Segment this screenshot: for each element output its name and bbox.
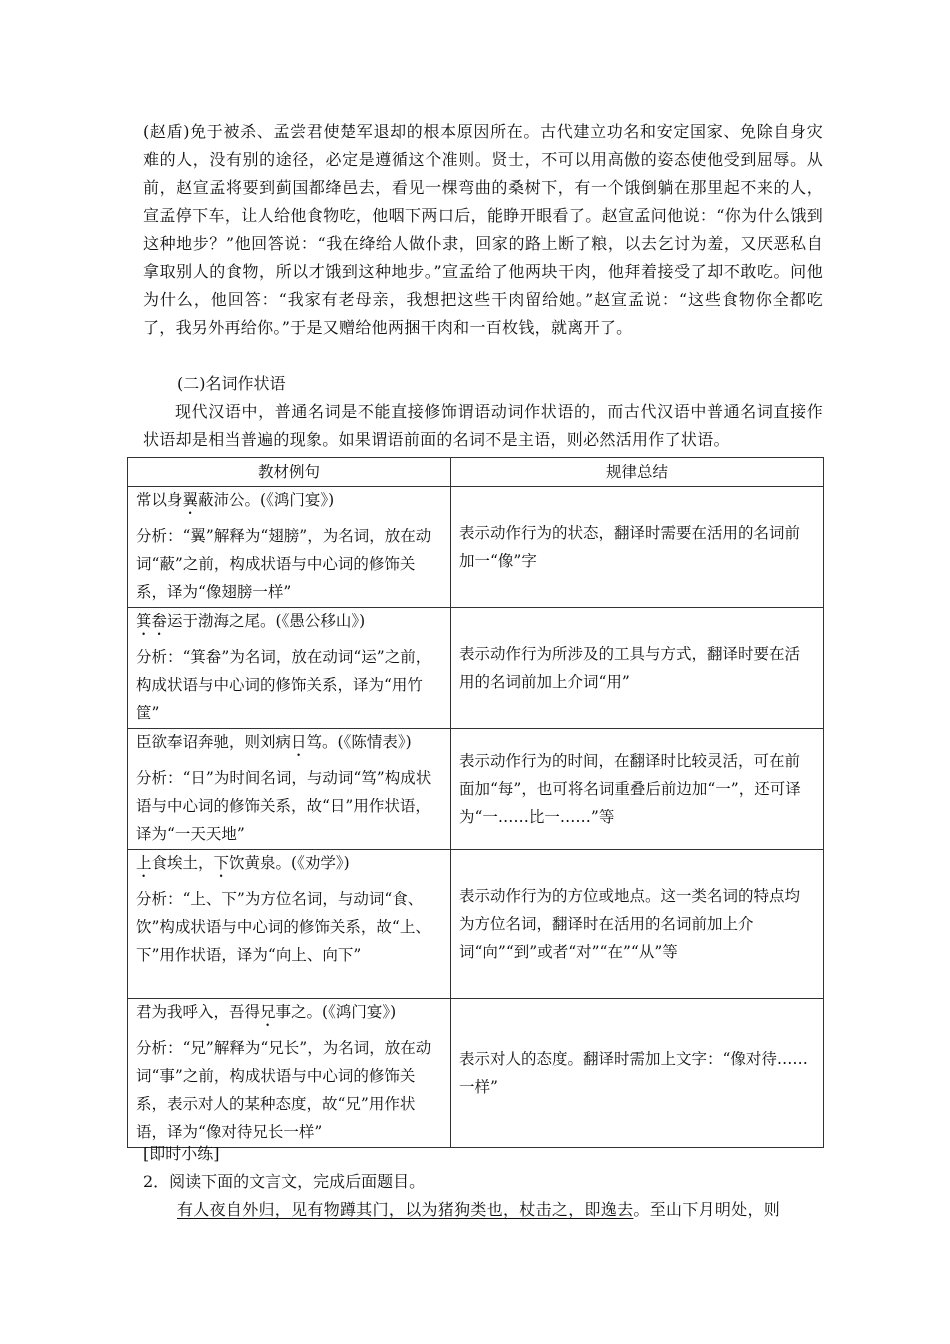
header-rules: 规律总结 [451, 458, 824, 487]
translation-paragraph: (赵盾)免于被杀、孟尝君使楚军退却的根本原因所在。古代建立功名和安定国家、免除自身灾难的人，没有别的途径，必定是遵循这个准则。贤士，不可以用高傲的姿态使他受到屈辱。从前，赵宣孟将要到蓟国都绛邑去，看见一棵弯曲的桑树下，有一个饿倒躺在那里起不来的人，宣孟停下车，让人给他食物吃，他咽下两口后，能睁开眼看了。赵宣孟问他说：“你为什么饿到这种地步？”他回答说：“我在绛给人做仆隶，回家的路上断了粮，以去乞讨为羞，又厌恶私自拿取别人的食物，所以才饿到这种地步。”宣孟给了他两块干肉，他拜着接受了却不敢吃。问他为什么，他回答：“我家有老母亲，我想把这些干肉留给她。”赵宣孟说：“这些食物你全都吃了，我另外再给你。”于是又赠给他两捆干肉和一百枚钱，就离开了。 [143, 122, 823, 337]
section-heading: (二)名词作状语 [177, 374, 286, 393]
analysis-text: 分析：“兄”解释为“兄长”，为名词，放在动词“事”之前，构成状语与中心词的修饰关系，表示对人的某种态度，故“兄”用作状语，译为“像对待兄长一样” [136, 1039, 432, 1141]
table-header-row [128, 458, 824, 487]
example-text: 笃。(《陈情表》) [306, 733, 412, 751]
table-row [128, 608, 824, 729]
example-text: 君为我呼入，吾得 [136, 1003, 261, 1021]
table-row [128, 850, 824, 999]
example-text: 臣欲奉诏奔驰，则刘病 [136, 733, 292, 751]
section-intro-paragraph: 现代汉语中，普通名词是不能直接修饰谓语动词作状语的，而古代汉语中普通名词直接作状语却是相当普遍的现象。如果谓语前面的名词不是主语，则必然活用作了状语。 [143, 402, 823, 449]
example-sentence [136, 729, 442, 760]
emphasized-word: 箕畚 [136, 612, 168, 630]
analysis-text: 分析：“日”为时间名词，与动词“笃”构成状语与中心词的修饰关系，故“日”用作状语，译为“一天天地” [136, 769, 432, 843]
underlined-sentence: 有人夜自外归，见有物蹲其门，以为猪狗类也，杖击之，即逸去 [177, 1200, 634, 1219]
example-sentence [136, 850, 442, 881]
rule-cell: 表示动作行为的时间，在翻译时比较灵活，可在前面加“每”，也可将名词重叠后前边加“一”，还可译为“一……比一……”等 [451, 729, 824, 850]
noun-adverbial-table [127, 457, 824, 1148]
example-text: 食埃土， [151, 854, 214, 872]
analysis-text: 分析：“上、下”为方位名词，与动词“食、饮”构成状语与中心词的修饰关系，故“上、下”用作状语，译为“向上、向下” [136, 890, 431, 964]
rule-cell: 表示动作行为的状态，翻译时需要在活用的名词前加一“像”字 [451, 487, 824, 608]
example-text: 蔽沛公。(《鸿门宴》) [198, 491, 335, 509]
example-text: 饮黄泉。(《劝学》) [229, 854, 350, 872]
example-cell [128, 608, 451, 729]
example-text: 运于渤海之尾。(《愚公移山》) [167, 612, 366, 630]
example-cell [128, 487, 451, 608]
practice-label: [即时小练] [143, 1144, 220, 1163]
analysis-text: 分析：“箕畚”为名词，放在动词“运”之前，构成状语与中心词的修饰关系，译为“用竹筐” [136, 648, 432, 722]
passage-text [177, 1198, 823, 1222]
example-sentence [136, 608, 442, 639]
example-cell [128, 850, 451, 999]
question-2: 2．阅读下面的文言文，完成后面题目。 [143, 1172, 426, 1191]
example-text: 事之。(《鸿门宴》) [275, 1003, 397, 1021]
rule-cell: 表示对人的态度。翻译时需加上文字：“像对待……一样” [451, 999, 824, 1148]
emphasized-word: 下 [213, 854, 230, 872]
example-sentence [136, 999, 442, 1030]
emphasized-word: 上 [136, 854, 152, 872]
table-row [128, 729, 824, 850]
emphasized-word: 翼 [182, 491, 199, 509]
emphasized-word: 兄 [260, 1003, 276, 1021]
table-row [128, 487, 824, 608]
example-text: 常以身 [136, 491, 183, 509]
analysis-text: 分析：“翼”解释为“翅膀”，为名词，放在动词“蔽”之前，构成状语与中心词的修饰关系，译为“像翅膀一样” [136, 527, 432, 601]
header-examples: 教材例句 [128, 458, 451, 487]
passage-continuation: 。至山下月明处，则 [633, 1200, 781, 1219]
table-row [128, 999, 824, 1148]
emphasized-word: 日 [291, 733, 307, 751]
example-sentence [136, 487, 442, 518]
example-cell [128, 729, 451, 850]
rule-cell: 表示动作行为的方位或地点。这一类名词的特点均为方位名词，翻译时在活用的名词前加上介词“向”“到”或者“对”“在”“从”等 [451, 850, 824, 999]
rule-cell: 表示动作行为所涉及的工具与方式，翻译时要在活用的名词前加上介词“用” [451, 608, 824, 729]
example-cell [128, 999, 451, 1148]
